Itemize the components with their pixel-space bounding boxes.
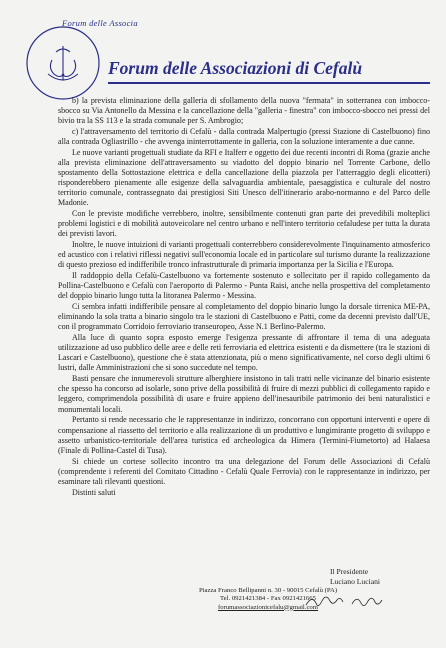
paragraph: c) l'attraversamento del territorio di Cefalù - dalla contrada Malpertugio (pressi Stazione di Castelbuono) fino alla contrada Ogliastrillo - che avvenga ininterrottamente in galleria, con la soluzione interamente a due canne. (58, 127, 430, 147)
paragraph: Pertanto si rende necessario che le rappresentanze in indirizzo, concorrano con opportuni interventi e opere di compensazione al riassetto del territorio e alla realizzazione di un produttivo e lungimirante progetto di sviluppo e assetto urbanistico-territoriale dell'area turistica ed archeologica da Himera (Termini-Fiumetorto) ad Halaesa (Finale di Pollina-Castel di Tusa). (58, 415, 430, 455)
paragraph: Inoltre, le nuove intuizioni di varianti progettuali conterrebbero considerevolmente l'inquinamento atmosferico ed acustico con i relativi riflessi negativi sull'economia locale ed in particolare sul turismo durante la realizzazione di questo prezioso ed indifferibile tronco infrastrutturale di primaria importanza per la Sicilia e l'Europa. (58, 240, 430, 270)
forum-logo (22, 22, 104, 104)
paragraph: b) la prevista eliminazione della galleria di sfollamento della nuova "fermata" in sotterranea con imbocco-sbocco su Via Antonello da Messina e la cancellazione della "galleria - finestra" con imbocco-sbocco nei pressi del bivio tra la SS 113 e la strada comunale per S. Ambrogio; (58, 96, 430, 126)
organization-address (170, 587, 366, 612)
paragraph: Alla luce di quanto sopra esposto emerge l'esigenza pressante di affrontare il tema di una adeguata utilizzazione ad uso pubblico delle aree e delle reti ferroviaria ed elettrica esistenti e da dismettere (tra le stazioni di Lascari e Castelbuono), questione che è stata attenzionata, più o meno significativamente, nel corso degli ultimi 6 lustri, dalle Amministrazioni che si sono succedute nel tempo. (58, 333, 430, 373)
signature-block (330, 567, 430, 586)
paragraph: Basti pensare che innumerevoli strutture alberghiere insistono in tali tratti nelle vicinanze del binario esistente che spesso ha concorso ad isolarle, sono prive della possibilità di fruire di mezzi pubblici di collegamento rapido e leggero, comprimendola possibilità di usare e fruire appieno dell'inesauribile patrimonio dei beni naturalistici e monumentali locali. (58, 374, 430, 414)
paragraph: Si chiede un cortese sollecito incontro tra una delegazione del Forum delle Associazioni di Cefalù (comprendente i referenti del Comitato Cittadino - Cefalù Quale Ferrovia) con le rappresentanze in indirizzo, per esaminare tali rilevanti questioni. (58, 456, 430, 486)
paragraph: Il raddoppio della Cefalù-Castelbuono va fortemente sostenuto e sollecitato per il rapido collegamento da Pollina-Castelbuono e Cefalù con l'aeroporto di Palermo - Punta Raisi, anche nella prospettiva del completamento del doppio binario lungo tutta la litoranea Palermo - Messina. (58, 271, 430, 301)
letter-footer (58, 567, 430, 637)
signer-name: Luciano Luciani (330, 576, 380, 586)
paragraph: Le nuove varianti progettuali studiate da RFI e Italferr e oggetto dei due recenti incontri di Roma (grazie anche alla prevista eliminazione dell'attraversamento su viadotto del doppio binario nel Torrente Carbone, dello spostamento della Sottostazione elettrica e della cancellazione della piazzola per l'atterraggio degli elicotteri) risponderebbero pienamente alle esigenze della salvaguardia ambientale, paesaggistica e culturale del nostro territorio comunale, contrassegnato dai prestigiosi Siti Unesco dell'itinerario arabo-normanno e del Parco delle Madonie. (58, 148, 430, 208)
address-line: Piazza Franco Bellipanni n. 30 - 90015 Cefalù (PA) (198, 587, 338, 594)
logo-text: Forum delle Associa (62, 18, 138, 28)
signer-role: Il Presidente (330, 567, 369, 576)
phone-line: Tel. 0921421384 - Fax 0921421665 (220, 595, 316, 603)
organization-title: Forum delle Associazioni di Cefalù (108, 58, 363, 78)
paragraph: Con le previste modifiche verrebbero, inoltre, sensibilmente contenuti gran parte dei prevedibili molteplici problemi logistici e di mobilità autoveicolare nel centro urbano e nell'intero territorio cefaludese per tutta la durata dei previsti lavori. (58, 209, 430, 239)
letter-body (58, 96, 430, 499)
title-underline (108, 82, 430, 84)
closing: Distinti saluti (72, 487, 116, 497)
email-link[interactable]: forumassociazionicefalu@gmail.com (218, 603, 318, 611)
paragraph: Ci sembra infatti indifferibile pensare al completamento del doppio binario lungo la dorsale tirrenica ME-PA, eliminando la sola tratta a binario singolo tra le stazioni di Castelbuono e Patti, come da decenni previsto dall'UE, con il programmato Corridoio ferroviario transeuropeo, Asse N.1 Berlino-Palermo. (58, 302, 430, 332)
